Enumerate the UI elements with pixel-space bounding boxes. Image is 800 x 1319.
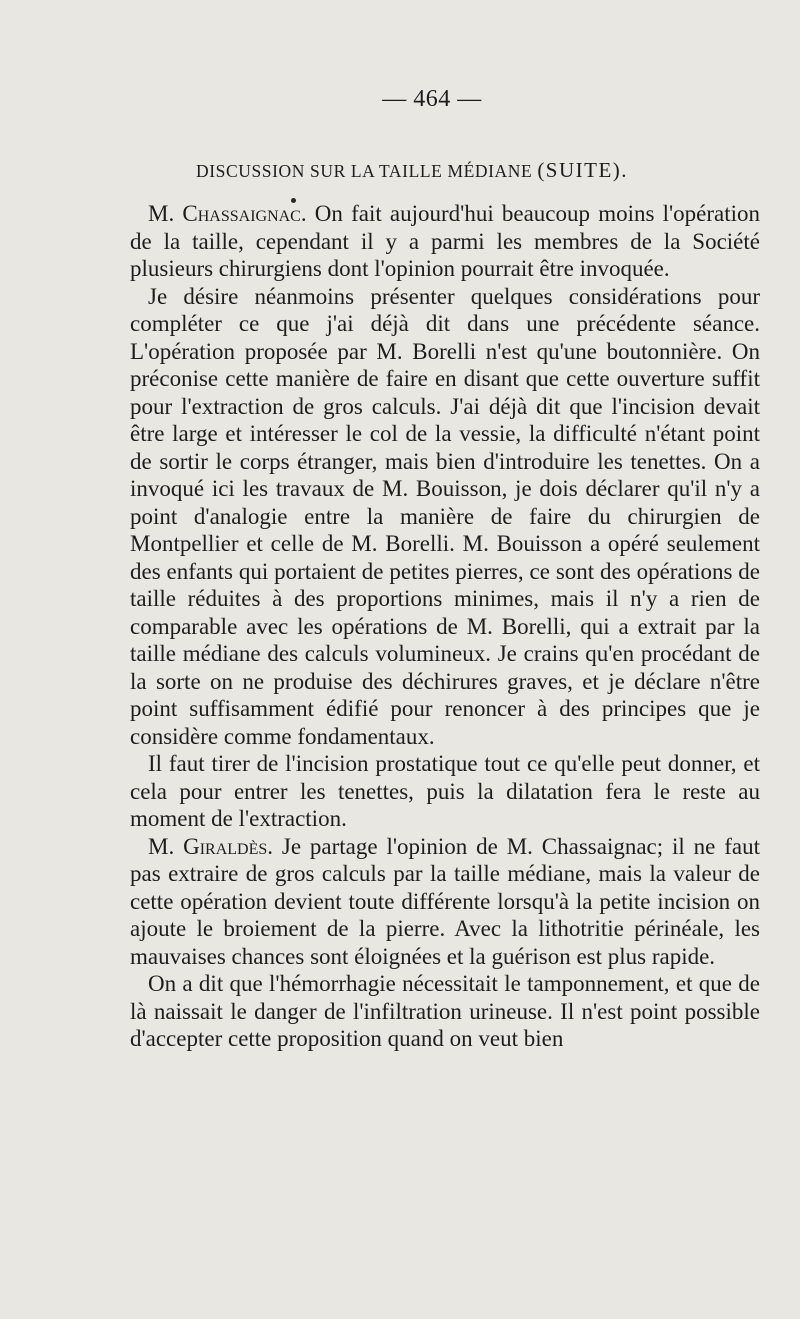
speaker-prefix: M.	[148, 833, 175, 859]
body-text	[130, 200, 760, 1053]
paragraph	[130, 970, 760, 1053]
paragraph-text: Je désire néanmoins présenter quelques considérations pour compléter ce que j'ai déjà dit dans une précédente séance. L'opération proposée par M. Borelli n'est qu'une boutonnière. On préconise cette manière de faire en disant que cette ouverture suffit pour l'extraction de gros calculs. J'ai déjà dit que l'incision devait être large et intéresser le col de la vessie, la difficulté n'étant point de sortir le corps étranger, mais bien d'introduire les tenettes. On a invoqué ici les travaux de M. Bouisson, je dois déclarer qu'il n'y a point d'analogie entre la manière de faire du chirurgien de Montpellier et celle de M. Borelli. M. Bouisson a opéré seulement des enfants qui portaient de petites pierres, ce sont des opérations de taille réduites à des proportions minimes, mais il n'y a rien de comparable avec les opérations de M. Borelli, qui a extrait par la taille médiane des calculs volumineux. Je crains qu'en procédant de la sorte on ne produise des déchirures graves, et je déclare n'être point suffisamment édifié pour renoncer à des principes que je considère comme fondamentaux.	[130, 283, 760, 749]
paragraph	[130, 200, 760, 283]
speaker-name: M. Giraldès.	[148, 833, 273, 859]
paragraph-text: Je partage l'opinion de M. Chassaignac; il ne faut pas extraire de gros calculs par la taille médiane, mais la valeur de cette opération devient toute différente lorsqu'à la petite incision on ajoute le broiement de la pierre. Avec la lithotritie périnéale, les mauvaises chances sont éloignées et la guérison est plus rapide.	[130, 833, 760, 969]
speaker-prefix: M.	[148, 201, 175, 226]
paragraph-text: On fait aujourd'hui beaucoup moins l'opération de la taille, cependant il y a parmi les membres de la Société plusieurs chirurgiens dont l'opinion pourrait être invoquée.	[130, 201, 761, 281]
section-title-suffix: (SUITE).	[537, 158, 629, 182]
paragraph	[130, 283, 760, 751]
page-number: — 464 —	[382, 86, 482, 112]
paragraph	[130, 750, 760, 833]
paragraph	[130, 833, 760, 971]
paragraph-text: On a dit que l'hémorrhagie nécessitait le tamponnement, et que de là naissait le danger de l'infiltration urineuse. Il n'est point possible d'accepter cette proposition quand on veut bien	[130, 971, 760, 1051]
speaker-name: M. Chassaignac.	[148, 201, 307, 226]
section-title	[0, 158, 800, 183]
paragraph-text: Il faut tirer de l'incision prostatique tout ce qu'elle peut donner, et cela pour entrer les tenettes, puis la dilatation fera le reste au moment de l'extraction.	[130, 751, 760, 831]
section-title-text: DISCUSSION SUR LA TAILLE MÉDIANE	[195, 161, 533, 181]
